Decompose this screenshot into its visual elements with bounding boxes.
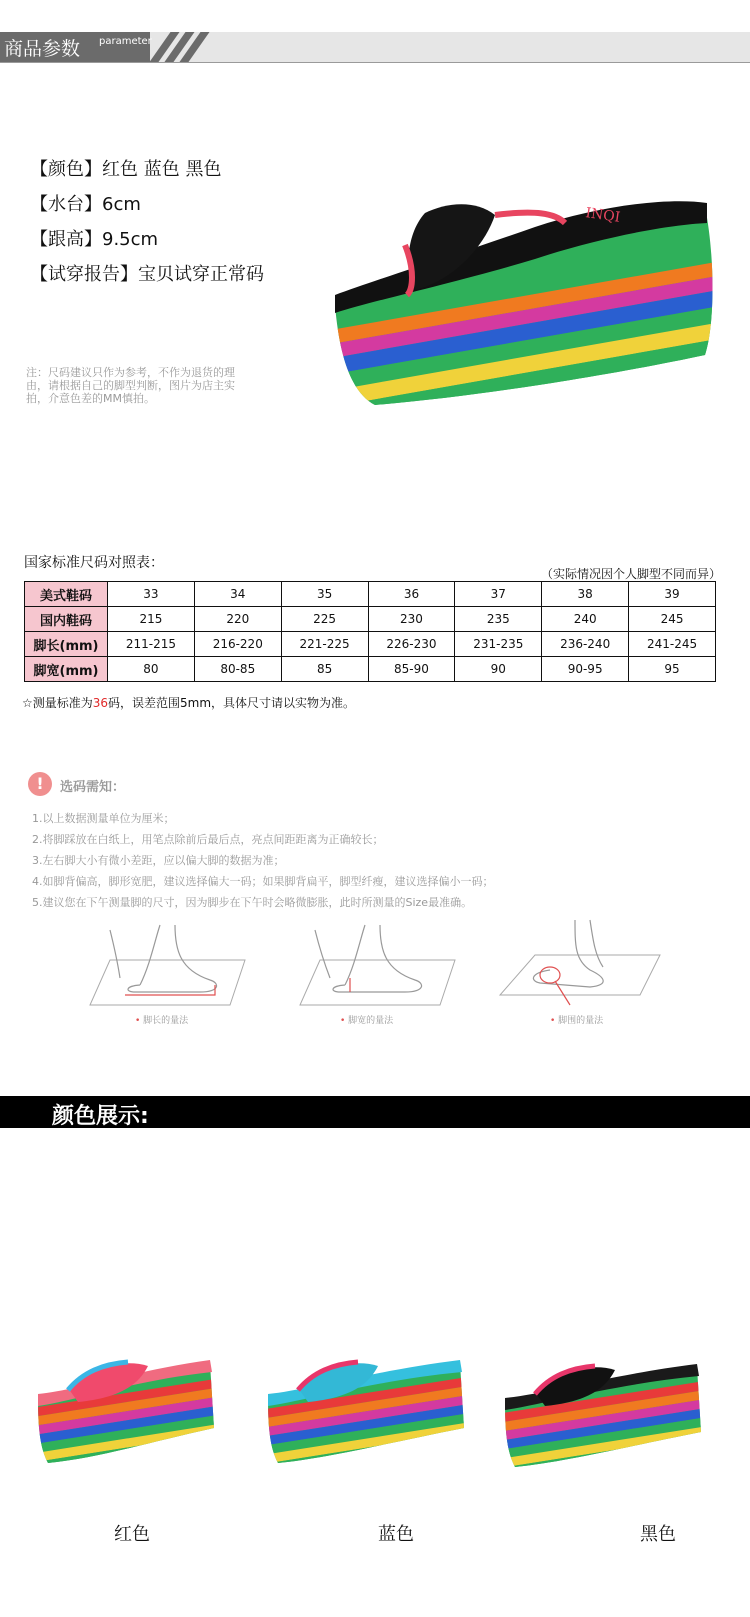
size-cell: 215 [108,607,195,632]
color-section-title: 颜色展示: [52,1104,149,1129]
size-row-header: 脚长(mm) [25,632,108,657]
section-subtitle: parameter [99,36,152,47]
foot-girth-sketch [495,915,665,1010]
size-row-header: 国内鞋码 [25,607,108,632]
size-cell: 37 [455,582,542,607]
tip-line: 1.以上数据测量单位为厘米； [32,812,175,825]
size-row [25,607,716,632]
color-label-red: 红色 [114,1524,150,1545]
size-table [24,581,716,682]
size-cell: 245 [629,607,716,632]
size-row-header: 脚宽(mm) [25,657,108,682]
size-cell: 221-225 [281,632,368,657]
size-cell: 236-240 [542,632,629,657]
size-cell: 240 [542,607,629,632]
size-cell: 220 [194,607,281,632]
size-cell: 226-230 [368,632,455,657]
size-table-title: 国家标准尺码对照表： [24,555,164,571]
size-row-header: 美式鞋码 [25,582,108,607]
size-cell: 85-90 [368,657,455,682]
size-cell: 231-235 [455,632,542,657]
tip-line: 4.如脚背偏高，脚形宽肥，建议选择偏大一码；如果脚背扁平，脚型纤瘦，建议选择偏小一码； [32,875,494,888]
size-cell: 38 [542,582,629,607]
size-cell: 80-85 [194,657,281,682]
color-label-black: 黑色 [640,1524,676,1545]
product-image-main [335,195,725,415]
size-note: 注：尺码建议只作为参考，不作为退货的理 由，请根据自己的脚型判断，图片为店主实 拍，介意色差的MM慎拍。 [26,366,235,405]
foot-width-sketch [290,920,460,1010]
size-cell: 95 [629,657,716,682]
caption-width: • 脚宽的量法 [340,1016,394,1026]
section-title: 商品参数 [4,38,81,60]
size-cell: 241-245 [629,632,716,657]
rainbow-sole [335,195,725,415]
size-cell: 39 [629,582,716,607]
foot-length-sketch [80,920,250,1010]
size-cell: 80 [108,657,195,682]
size-cell: 36 [368,582,455,607]
product-image-blue [268,1358,468,1468]
size-table-note: （实际情况因个人脚型不同而异） [541,567,722,581]
tip-line: 5.建议您在下午测量脚的尺寸，因为脚步在下午时会略微膨胀，此时所测量的Size最准确。 [32,896,473,909]
product-image-red [38,1358,218,1468]
size-cell: 33 [108,582,195,607]
caption-length: • 脚长的量法 [135,1016,189,1026]
spec-fit-report: 【试穿报告】宝贝试穿正常码 [30,264,264,285]
size-cell: 90-95 [542,657,629,682]
product-logo: INQI [584,205,622,226]
size-cell: 216-220 [194,632,281,657]
size-cell: 35 [281,582,368,607]
spec-color: 【颜色】红色 蓝色 黑色 [30,159,222,180]
size-cell: 34 [194,582,281,607]
spec-platform: 【水台】6cm [30,194,141,215]
warning-icon: ! [28,772,52,796]
caption-girth: • 脚围的量法 [550,1016,604,1026]
size-row [25,632,716,657]
size-cell: 225 [281,607,368,632]
tips-title: 选码需知： [60,780,126,795]
spec-heel-height: 【跟高】9.5cm [30,229,159,250]
size-cell: 90 [455,657,542,682]
measure-note: ☆测量标准为36码，误差范围5mm，具体尺寸请以实物为准。 [22,696,356,710]
size-cell: 230 [368,607,455,632]
size-row [25,657,716,682]
size-cell: 235 [455,607,542,632]
color-label-blue: 蓝色 [378,1524,414,1545]
size-cell: 85 [281,657,368,682]
tip-line: 3.左右脚大小有微小差距，应以偏大脚的数据为准； [32,854,285,867]
size-row [25,582,716,607]
product-image-black [505,1362,705,1472]
tip-line: 2.将脚踩放在白纸上，用笔点除前后最后点，亮点间距距离为正确较长； [32,833,384,846]
size-cell: 211-215 [108,632,195,657]
